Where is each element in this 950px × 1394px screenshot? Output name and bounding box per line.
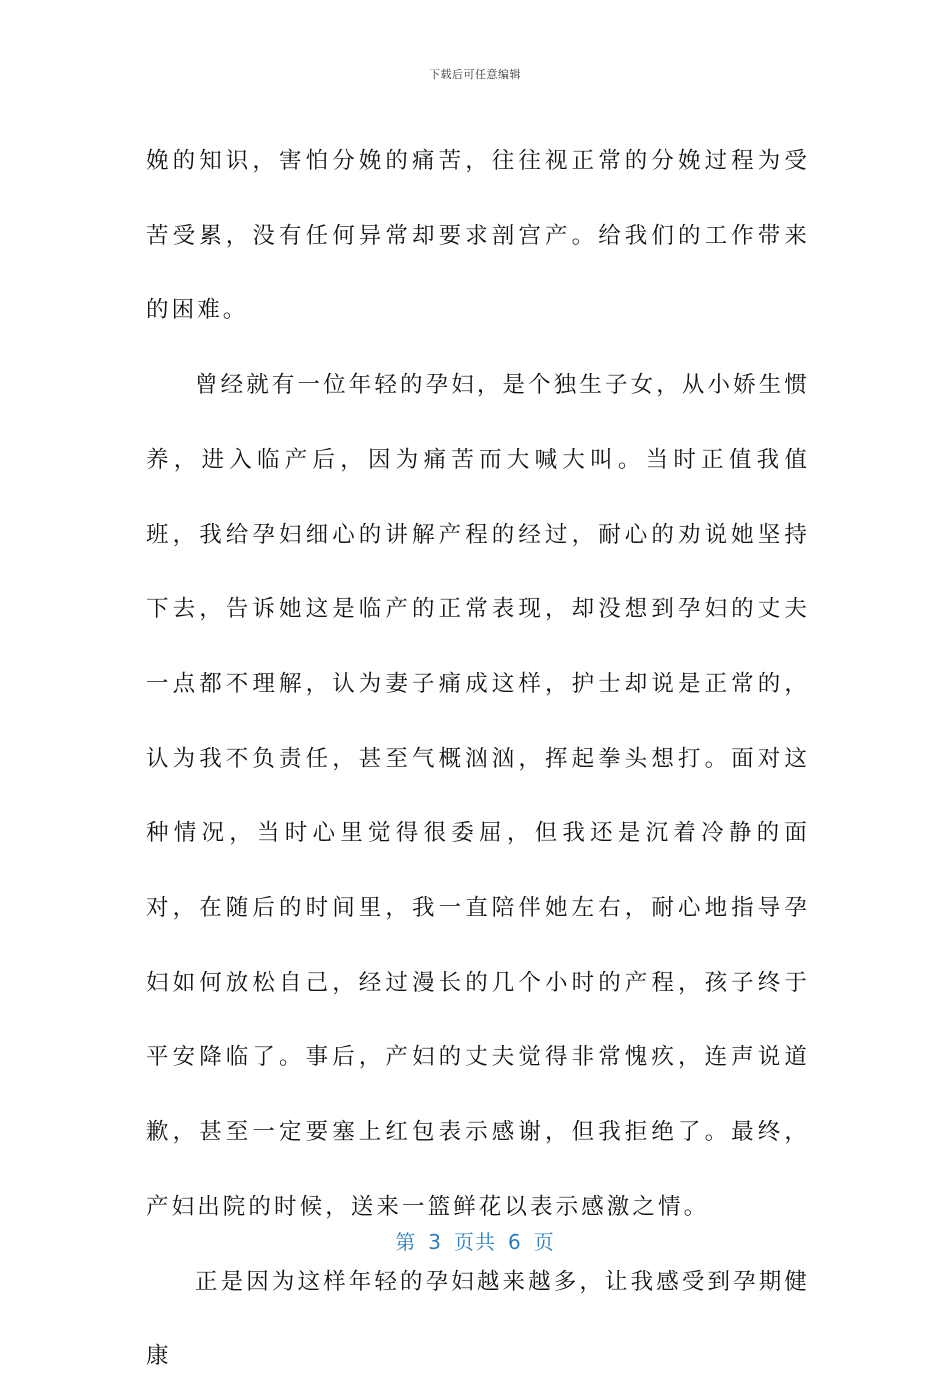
document-body	[146, 124, 810, 1394]
total-pages-number: 6	[508, 1230, 522, 1254]
page-footer	[0, 1226, 950, 1255]
current-page-number: 3	[428, 1230, 442, 1254]
header-note: 下载后可任意编辑	[429, 68, 521, 81]
paragraph-2: 曾经就有一位年轻的孕妇，是个独生子女，从小娇生惯养，进入临产后，因为痛苦而大喊大叫。当时正值我值班，我给孕妇细心的讲解产程的经过，耐心的劝说她坚持下去，告诉她这是临产的正常表现，却没想到孕妇的丈夫一点都不理解，认为妻子痛成这样，护士却说是正常的，认为我不负责任，甚至气概汹汹，挥起拳头想打。面对这种情况，当时心里觉得很委屈，但我还是沉着冷静的面对，在随后的时间里，我一直陪伴她左右，耐心地指导孕妇如何放松自己，经过漫长的几个小时的产程，孩子终于平安降临了。事后，产妇的丈夫觉得非常愧疚，连声说道歉，甚至一定要塞上红包表示感谢，但我拒绝了。最终，产妇出院的时候，送来一篮鲜花以表示感激之情。	[146, 372, 810, 1220]
footer-suffix: 页	[533, 1230, 555, 1254]
paragraph-3: 正是因为这样年轻的孕妇越来越多，让我感受到孕期健康	[146, 1268, 810, 1370]
footer-prefix: 第	[395, 1230, 417, 1254]
footer-middle: 页共	[454, 1230, 496, 1254]
paragraph-1: 娩的知识，害怕分娩的痛苦，往往视正常的分娩过程为受苦受累，没有任何异常却要求剖宫产。给我们的工作带来的困难。	[146, 148, 810, 324]
